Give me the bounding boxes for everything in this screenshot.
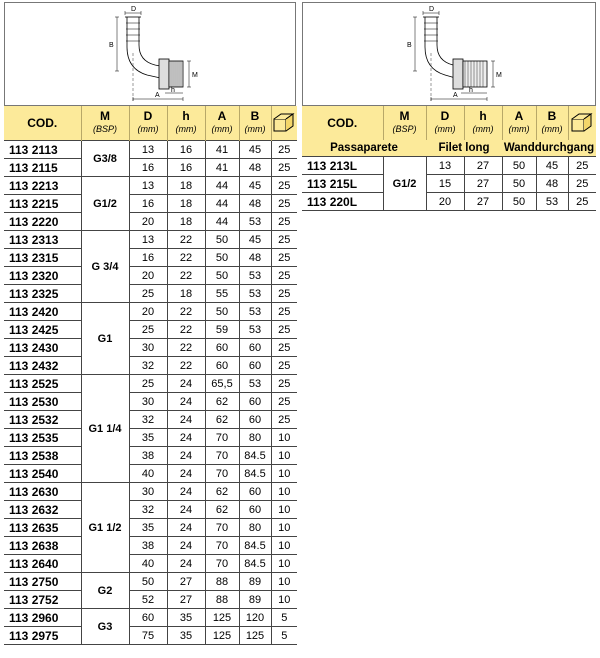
- cell-h: 24: [167, 537, 205, 555]
- cell-code: 113 2425: [4, 321, 81, 339]
- cell-pack-qty: 25: [271, 195, 297, 213]
- table-row: [4, 447, 297, 465]
- cell-pack-qty: 25: [271, 411, 297, 429]
- cell-thread-size: G1/2: [81, 177, 129, 231]
- cell-code: 113 2432: [4, 357, 81, 375]
- col-header-cod: COD.: [4, 106, 81, 141]
- dim-label-d: D: [429, 6, 435, 13]
- cell-d: 25: [129, 321, 167, 339]
- cell-b: 45: [239, 141, 271, 159]
- cell-b: 60: [239, 483, 271, 501]
- col-header-a: A (mm): [205, 106, 239, 141]
- cell-d: 30: [129, 339, 167, 357]
- cell-a: 70: [205, 447, 239, 465]
- cell-h: 24: [167, 429, 205, 447]
- cell-a: 70: [205, 429, 239, 447]
- cell-pack-qty: 25: [568, 193, 596, 211]
- cell-h: 24: [167, 501, 205, 519]
- cell-h: 22: [167, 357, 205, 375]
- cell-code: 113 213L: [302, 157, 383, 175]
- table-subheader-row: [302, 140, 596, 157]
- cell-pack-qty: 10: [271, 537, 297, 555]
- cell-code: 113 2752: [4, 591, 81, 609]
- cell-d: 20: [129, 303, 167, 321]
- cell-b: 53: [239, 321, 271, 339]
- cell-h: 35: [167, 627, 205, 645]
- elbow-diagram-long: [303, 3, 595, 105]
- cell-a: 44: [205, 177, 239, 195]
- cell-code: 113 2315: [4, 249, 81, 267]
- cell-h: 27: [167, 591, 205, 609]
- cell-b: 84.5: [239, 555, 271, 573]
- cell-a: 50: [205, 303, 239, 321]
- dim-label-d: D: [131, 6, 137, 13]
- cell-h: 24: [167, 393, 205, 411]
- dim-label-m: M: [192, 72, 198, 79]
- cell-thread-size: G1/2: [383, 157, 426, 211]
- cell-code: 113 2750: [4, 573, 81, 591]
- long-thread-elbow-table: [302, 106, 596, 211]
- cell-b: 125: [239, 627, 271, 645]
- table-header-row: [302, 106, 596, 140]
- cell-b: 120: [239, 609, 271, 627]
- cell-code: 113 2632: [4, 501, 81, 519]
- dim-label-b: B: [109, 42, 114, 49]
- cell-pack-qty: 25: [271, 375, 297, 393]
- cell-b: 53: [239, 285, 271, 303]
- cell-code: 113 2525: [4, 375, 81, 393]
- cell-pack-qty: 25: [271, 303, 297, 321]
- col-header-h: h (mm): [464, 106, 502, 140]
- cell-h: 22: [167, 231, 205, 249]
- cell-thread-size: G 3/4: [81, 231, 129, 303]
- table-row: [4, 177, 297, 195]
- table-row: [4, 411, 297, 429]
- cell-pack-qty: 25: [271, 249, 297, 267]
- cell-b: 89: [239, 573, 271, 591]
- cell-d: 13: [129, 141, 167, 159]
- cell-thread-size: G2: [81, 573, 129, 609]
- dim-label-m: M: [496, 72, 502, 79]
- table-row: [4, 519, 297, 537]
- cell-pack-qty: 25: [568, 175, 596, 193]
- cell-a: 44: [205, 213, 239, 231]
- cell-pack-qty: 10: [271, 465, 297, 483]
- cell-a: 50: [502, 193, 536, 211]
- cell-pack-qty: 10: [271, 573, 297, 591]
- cell-thread-size: G3/8: [81, 141, 129, 177]
- cell-d: 32: [129, 501, 167, 519]
- cell-b: 84.5: [239, 447, 271, 465]
- cell-b: 84.5: [239, 465, 271, 483]
- subheader-passaparete: Passaparete: [302, 140, 426, 157]
- cell-d: 30: [129, 393, 167, 411]
- table-row: [4, 501, 297, 519]
- table-row: [4, 285, 297, 303]
- cell-b: 53: [536, 193, 568, 211]
- cell-code: 113 2320: [4, 267, 81, 285]
- cell-code: 113 2530: [4, 393, 81, 411]
- cell-d: 32: [129, 357, 167, 375]
- dim-label-h: h: [171, 87, 175, 94]
- cell-code: 113 2975: [4, 627, 81, 645]
- cell-pack-qty: 10: [271, 591, 297, 609]
- cell-h: 22: [167, 339, 205, 357]
- cell-code: 113 2635: [4, 519, 81, 537]
- cell-pack-qty: 10: [271, 483, 297, 501]
- cell-a: 125: [205, 609, 239, 627]
- cell-pack-qty: 25: [271, 159, 297, 177]
- table-row: [4, 591, 297, 609]
- cell-d: 15: [426, 175, 464, 193]
- cell-b: 53: [239, 303, 271, 321]
- dim-label-h: h: [469, 87, 473, 94]
- cell-d: 25: [129, 285, 167, 303]
- cell-thread-size: G3: [81, 609, 129, 645]
- cell-d: 38: [129, 537, 167, 555]
- cell-a: 41: [205, 141, 239, 159]
- cell-pack-qty: 25: [271, 357, 297, 375]
- table-row: [4, 321, 297, 339]
- table-row: [302, 157, 596, 175]
- table-row: [4, 339, 297, 357]
- cell-d: 20: [129, 213, 167, 231]
- cell-d: 16: [129, 159, 167, 177]
- cell-a: 59: [205, 321, 239, 339]
- table-row: [4, 375, 297, 393]
- cell-h: 24: [167, 465, 205, 483]
- table-row: [4, 249, 297, 267]
- cell-a: 50: [502, 175, 536, 193]
- table-row: [4, 555, 297, 573]
- cell-h: 27: [167, 573, 205, 591]
- cell-h: 18: [167, 177, 205, 195]
- elbow-fitting-drawing-standard: [4, 2, 296, 106]
- table-header-row: [4, 106, 297, 141]
- standard-elbow-table: [4, 106, 297, 645]
- col-header-h: h (mm): [167, 106, 205, 141]
- cell-b: 45: [239, 177, 271, 195]
- package-box-icon: [568, 106, 596, 140]
- dim-label-a: A: [453, 92, 458, 99]
- table-row: [4, 393, 297, 411]
- cell-pack-qty: 10: [271, 447, 297, 465]
- cell-a: 125: [205, 627, 239, 645]
- col-header-a: A (mm): [502, 106, 536, 140]
- cell-b: 48: [239, 249, 271, 267]
- cell-h: 18: [167, 195, 205, 213]
- cell-a: 62: [205, 393, 239, 411]
- cell-d: 38: [129, 447, 167, 465]
- cell-b: 48: [536, 175, 568, 193]
- cell-d: 30: [129, 483, 167, 501]
- dim-label-b: B: [407, 42, 412, 49]
- cell-h: 24: [167, 447, 205, 465]
- col-header-cod: COD.: [302, 106, 383, 140]
- cell-pack-qty: 25: [271, 231, 297, 249]
- subheader-wanddurchgang: Wanddurchgang: [502, 140, 596, 157]
- table-row: [4, 609, 297, 627]
- cell-b: 45: [239, 231, 271, 249]
- table-row: [4, 573, 297, 591]
- cell-b: 60: [239, 339, 271, 357]
- cell-code: 113 2213: [4, 177, 81, 195]
- package-box-icon: [271, 106, 297, 141]
- table-row: [4, 537, 297, 555]
- cell-a: 62: [205, 411, 239, 429]
- cell-a: 60: [205, 357, 239, 375]
- cell-code: 113 2115: [4, 159, 81, 177]
- cell-code: 113 2540: [4, 465, 81, 483]
- table-row: [4, 357, 297, 375]
- cell-a: 50: [205, 231, 239, 249]
- cell-b: 53: [239, 267, 271, 285]
- cell-pack-qty: 25: [271, 213, 297, 231]
- cell-h: 24: [167, 375, 205, 393]
- cell-a: 62: [205, 483, 239, 501]
- table-row: [4, 141, 297, 159]
- cell-code: 113 2960: [4, 609, 81, 627]
- cell-h: 22: [167, 267, 205, 285]
- cell-d: 60: [129, 609, 167, 627]
- cell-code: 113 2535: [4, 429, 81, 447]
- cell-a: 60: [205, 339, 239, 357]
- table-row: [4, 627, 297, 645]
- cell-h: 22: [167, 249, 205, 267]
- col-header-b: B (mm): [239, 106, 271, 141]
- cell-code: 113 2113: [4, 141, 81, 159]
- cell-d: 50: [129, 573, 167, 591]
- cell-pack-qty: 25: [271, 285, 297, 303]
- cell-code: 113 2640: [4, 555, 81, 573]
- cell-d: 16: [129, 249, 167, 267]
- table-row: [4, 213, 297, 231]
- cell-d: 13: [426, 157, 464, 175]
- elbow-diagram: [5, 3, 295, 105]
- cell-d: 13: [129, 231, 167, 249]
- cell-pack-qty: 5: [271, 609, 297, 627]
- cell-b: 80: [239, 519, 271, 537]
- cell-h: 24: [167, 483, 205, 501]
- cell-code: 113 2532: [4, 411, 81, 429]
- cell-b: 60: [239, 501, 271, 519]
- table-row: [4, 159, 297, 177]
- subheader-filet-long: Filet long: [426, 140, 502, 157]
- cell-code: 113 2313: [4, 231, 81, 249]
- cell-b: 45: [536, 157, 568, 175]
- cell-h: 16: [167, 159, 205, 177]
- cell-a: 55: [205, 285, 239, 303]
- cell-h: 27: [464, 193, 502, 211]
- cell-code: 113 215L: [302, 175, 383, 193]
- cell-a: 50: [205, 249, 239, 267]
- cell-d: 20: [129, 267, 167, 285]
- cell-h: 27: [464, 157, 502, 175]
- cell-d: 16: [129, 195, 167, 213]
- cell-h: 22: [167, 303, 205, 321]
- cell-code: 113 220L: [302, 193, 383, 211]
- cell-d: 35: [129, 429, 167, 447]
- cell-h: 24: [167, 411, 205, 429]
- cell-a: 65,5: [205, 375, 239, 393]
- cell-d: 52: [129, 591, 167, 609]
- cell-pack-qty: 25: [271, 321, 297, 339]
- cell-b: 89: [239, 591, 271, 609]
- cell-b: 60: [239, 393, 271, 411]
- table-row: [4, 429, 297, 447]
- cell-h: 24: [167, 519, 205, 537]
- table-row: [4, 465, 297, 483]
- dim-label-a: A: [155, 92, 160, 99]
- cell-b: 80: [239, 429, 271, 447]
- cell-pack-qty: 10: [271, 519, 297, 537]
- table-row: [4, 303, 297, 321]
- cell-d: 35: [129, 519, 167, 537]
- table-row: [4, 231, 297, 249]
- cell-d: 32: [129, 411, 167, 429]
- table-row: [302, 175, 596, 193]
- cell-a: 88: [205, 573, 239, 591]
- cell-d: 20: [426, 193, 464, 211]
- cell-b: 48: [239, 195, 271, 213]
- cell-thread-size: G1 1/4: [81, 375, 129, 483]
- col-header-m: M (BSP): [81, 106, 129, 141]
- cell-h: 27: [464, 175, 502, 193]
- cell-h: 24: [167, 555, 205, 573]
- cell-d: 40: [129, 465, 167, 483]
- cell-a: 62: [205, 501, 239, 519]
- cell-code: 113 2420: [4, 303, 81, 321]
- cell-pack-qty: 10: [271, 501, 297, 519]
- cell-pack-qty: 10: [271, 555, 297, 573]
- cell-pack-qty: 25: [271, 267, 297, 285]
- cell-code: 113 2215: [4, 195, 81, 213]
- cell-a: 50: [205, 267, 239, 285]
- cell-h: 18: [167, 213, 205, 231]
- cell-pack-qty: 25: [568, 157, 596, 175]
- cell-code: 113 2430: [4, 339, 81, 357]
- cell-h: 18: [167, 285, 205, 303]
- cell-a: 88: [205, 591, 239, 609]
- cell-code: 113 2220: [4, 213, 81, 231]
- table-row: [4, 267, 297, 285]
- col-header-d: D (mm): [129, 106, 167, 141]
- col-header-m: M (BSP): [383, 106, 426, 140]
- cell-pack-qty: 25: [271, 339, 297, 357]
- cell-a: 41: [205, 159, 239, 177]
- cell-a: 70: [205, 465, 239, 483]
- cell-h: 22: [167, 321, 205, 339]
- cell-a: 44: [205, 195, 239, 213]
- cell-pack-qty: 10: [271, 429, 297, 447]
- cell-a: 70: [205, 519, 239, 537]
- table-row: [4, 483, 297, 501]
- cell-h: 35: [167, 609, 205, 627]
- cell-b: 48: [239, 159, 271, 177]
- cell-code: 113 2538: [4, 447, 81, 465]
- cell-b: 53: [239, 375, 271, 393]
- cell-b: 53: [239, 213, 271, 231]
- col-header-d: D (mm): [426, 106, 464, 140]
- cell-pack-qty: 25: [271, 177, 297, 195]
- cell-code: 113 2630: [4, 483, 81, 501]
- col-header-b: B (mm): [536, 106, 568, 140]
- cell-b: 60: [239, 357, 271, 375]
- cell-d: 13: [129, 177, 167, 195]
- cell-thread-size: G1: [81, 303, 129, 375]
- cell-thread-size: G1 1/2: [81, 483, 129, 573]
- cell-pack-qty: 5: [271, 627, 297, 645]
- cell-a: 70: [205, 555, 239, 573]
- table-row: [4, 195, 297, 213]
- cell-a: 50: [502, 157, 536, 175]
- cell-pack-qty: 25: [271, 141, 297, 159]
- cell-code: 113 2638: [4, 537, 81, 555]
- cell-b: 60: [239, 411, 271, 429]
- cell-h: 16: [167, 141, 205, 159]
- cell-d: 75: [129, 627, 167, 645]
- cell-d: 25: [129, 375, 167, 393]
- cell-d: 40: [129, 555, 167, 573]
- elbow-fitting-drawing-long-thread: [302, 2, 596, 106]
- cell-b: 84.5: [239, 537, 271, 555]
- cell-a: 70: [205, 537, 239, 555]
- table-row: [302, 193, 596, 211]
- cell-pack-qty: 25: [271, 393, 297, 411]
- cell-code: 113 2325: [4, 285, 81, 303]
